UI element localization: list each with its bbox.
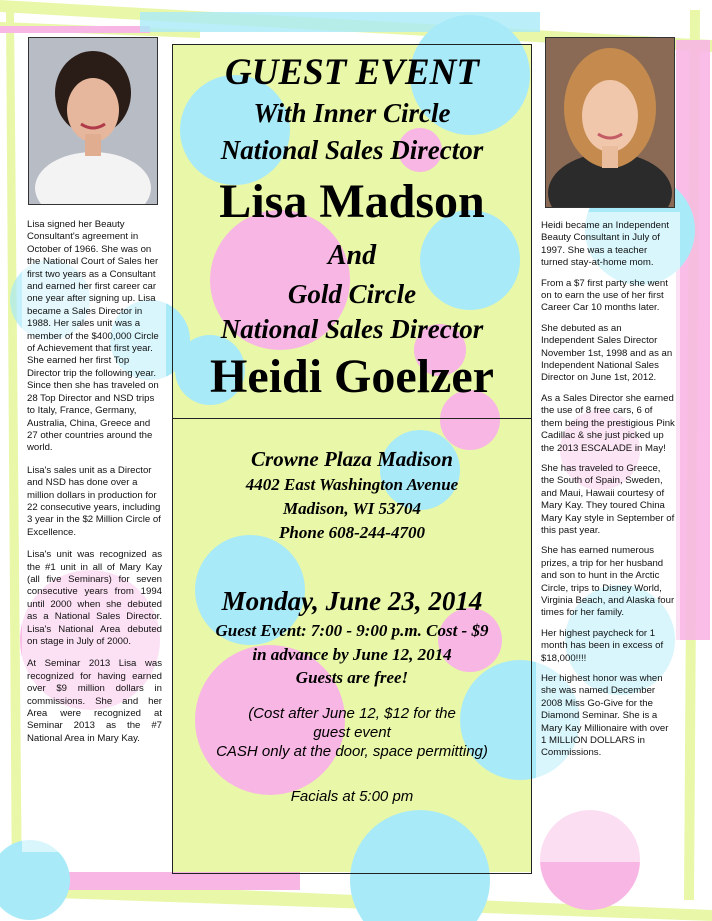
event-note-line3: CASH only at the door, space permitting) — [216, 743, 488, 760]
subtitle-line3: Gold Circle — [287, 279, 417, 309]
bio-lisa-paragraph: Lisa signed her Beauty Consultant's agreement in October of 1966. She was on the National Court of Sales her first two years as a Consultant and earned her first career car one year after signing up. Lisa became a Sales Director in 1988. Her sales unit was a member of the $400,000 Circle of Achievement that first year. She earned her first Top Director trip the following year. Since then she has traveled on 28 Top Director and NSD trips to Italy, France, Germany, Australia, China, Greece and 27 other countries around the world. — [27, 219, 159, 454]
title: GUEST EVENT — [225, 52, 479, 93]
bio-heidi-paragraph: She has earned numerous prizes, a trip for her husband and son to hunt in the Arctic Circle, trips to Disney World, Virginia Beach, and Alaska four times for her family. — [541, 545, 675, 619]
pink-bar-right — [676, 40, 710, 640]
lime-stripe-left — [6, 10, 22, 900]
bio-lisa-paragraph: At Seminar 2013 Lisa was recognized for having earned over $9 million dollars in commissions. She and her Area were recognized at Seminar 2013 as the #7 National Area in Mary Kay. — [27, 658, 162, 744]
event-note-line2: guest event — [313, 724, 391, 741]
event-date: Monday, June 23, 2014 — [221, 586, 483, 616]
bio-heidi-paragraph: From a $7 first party she went on to earn the use of her first Career Car 10 months later. — [541, 277, 668, 314]
subtitle-line4: National Sales Director — [220, 314, 484, 344]
bio-lisa-paragraph: Lisa's unit was recognized as the #1 unit in all of Mary Kay (all five Seminars) for seven consecutive years from 1994 until 2000 when she debuted as a National Sales Director. Lisa's National Area debuted on stage in July of 2000. — [27, 549, 162, 647]
bio-heidi-paragraph: She debuted as an Independent Sales Director November 1st, 1998 and as an Independent National Sales Director on June 1st, 2012. — [541, 322, 673, 384]
center-divider — [172, 418, 532, 419]
heidi-photo — [545, 37, 675, 208]
bio-heidi-paragraph: As a Sales Director she earned the use of 8 free cars, 6 of them being the prestigious Pink Cadillac & she just picked up the 2013 ESCALADE in May! — [541, 392, 675, 454]
venue-phone: Phone 608-244-4700 — [279, 523, 425, 542]
bio-heidi-paragraph: Her highest paycheck for 1 month has been in excess of $18,000!!!! — [541, 627, 664, 664]
event-time-cost: Guest Event: 7:00 - 9:00 p.m. Cost - $9 — [215, 621, 489, 640]
bio-heidi-paragraph: Heidi became an Independent Beauty Consultant in July of 1997. She was a teacher turned stay-at-home mom. — [541, 220, 670, 269]
venue-city: Madison, WI 53704 — [282, 499, 422, 518]
venue-street: 4402 East Washington Avenue — [245, 475, 459, 494]
event-advance: in advance by June 12, 2014 — [252, 645, 452, 664]
venue-name: Crowne Plaza Madison — [251, 447, 453, 471]
subtitle-line2: National Sales Director — [220, 135, 484, 165]
bio-lisa-paragraph: Lisa's sales unit as a Director and NSD has done over a million dollars in production for 22 consecutive years, including 3 year in the $2 Million Circle of Excellence. — [27, 464, 161, 538]
name-heidi: Heidi Goelzer — [210, 350, 494, 403]
event-facials: Facials at 5:00 pm — [290, 788, 414, 805]
bio-heidi-paragraph: Her highest honor was when she was named December 2008 Miss Go-Give for the Diamond Seminar. She is a Mary Kay Millionaire with over 1 MILLION DOLLARS in Commissions. — [541, 673, 669, 759]
bio-heidi — [541, 220, 675, 768]
subtitle-line1: With Inner Circle — [253, 98, 451, 128]
event-note-line1: (Cost after June 12, $12 for the — [248, 705, 456, 722]
and-text: And — [327, 240, 377, 271]
bio-lisa — [27, 219, 162, 755]
bio-heidi-paragraph: She has traveled to Greece, the South of Spain, Sweden, and Maui, Hawaii courtesy of Mary Kay. They toured China Mary Kay style in September of this past year. — [541, 462, 675, 536]
pink-bar-top — [0, 26, 150, 33]
event-guests: Guests are free! — [295, 668, 409, 687]
lisa-photo — [28, 37, 158, 205]
name-lisa: Lisa Madson — [219, 175, 485, 228]
